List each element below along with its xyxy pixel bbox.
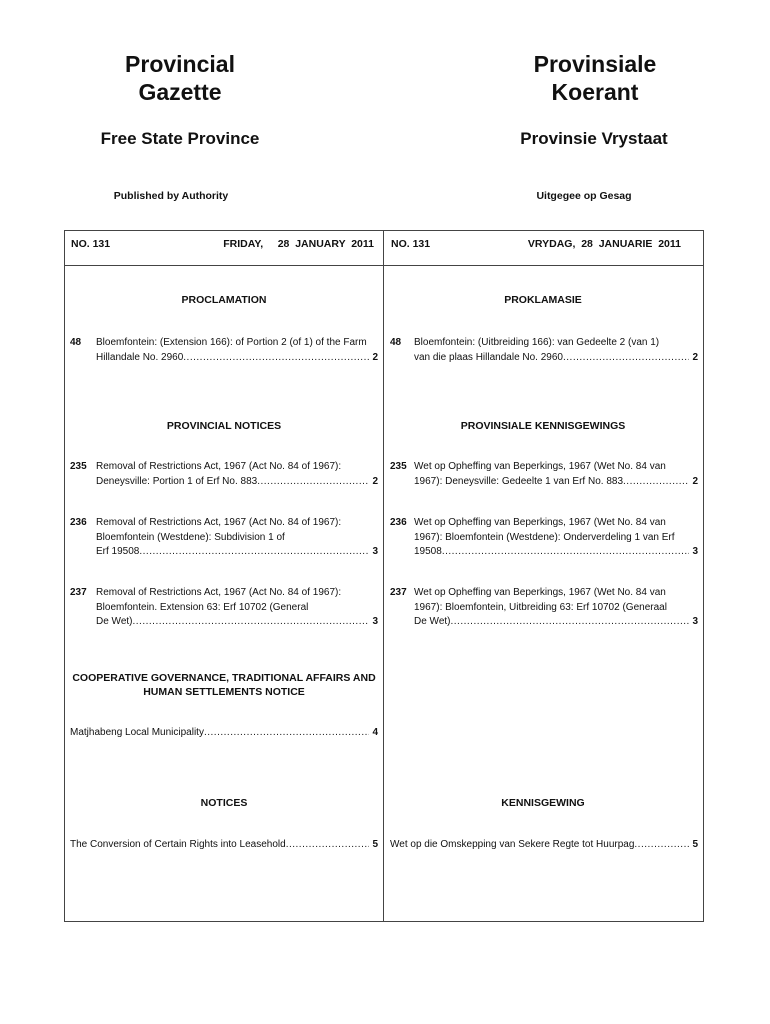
- entry-number: 235: [70, 461, 87, 472]
- entry-text: Hillandale No. 2960: [96, 351, 184, 363]
- gazette-title-afrikaans: [480, 50, 710, 106]
- entry-line: [96, 351, 378, 366]
- heading-line: HUMAN SETTLEMENTS NOTICE: [143, 686, 305, 698]
- toc-entry[interactable]: [414, 516, 698, 560]
- dot-leader: [634, 838, 689, 853]
- header-divider: [64, 265, 704, 266]
- dot-leader: [257, 475, 369, 490]
- entry-number: 235: [390, 461, 407, 472]
- dot-leader: [623, 475, 689, 490]
- entry-line: Wet op Opheffing van Beperkings, 1967 (Wet No. 84 van: [414, 587, 666, 598]
- entry-number: 48: [70, 337, 82, 348]
- province-subtitle-afrikaans: Provinsie Vrystaat: [520, 129, 668, 148]
- entry-line: Removal of Restrictions Act, 1967 (Act No. 84 of 1967):: [96, 517, 342, 528]
- toc-entry[interactable]: [414, 336, 698, 365]
- authority-english: Published by Authority: [113, 190, 229, 202]
- dot-leader: [183, 351, 369, 366]
- toc-entry[interactable]: [96, 586, 378, 630]
- toc-entry[interactable]: [390, 838, 698, 853]
- entry-text: Erf 19508: [96, 546, 140, 557]
- toc-entry[interactable]: [96, 460, 378, 489]
- entry-number: 237: [70, 587, 87, 598]
- gazette-title-english: [65, 50, 295, 106]
- issue-date-english: FRIDAY, 28 JANUARY 2011: [223, 238, 374, 250]
- entry-number: 236: [390, 517, 407, 528]
- toc-entry[interactable]: [70, 726, 378, 741]
- entry-line: [390, 838, 698, 853]
- entry-number: 48: [390, 337, 402, 348]
- toc-entry[interactable]: [414, 460, 698, 489]
- proclamation-heading: PROCLAMATION: [181, 294, 267, 306]
- entry-line: Bloemfontein (Westdene): Subdivision 1 of: [96, 531, 285, 543]
- entry-text: De Wet): [96, 616, 133, 627]
- entry-line: Bloemfontein: (Uitbreiding 166): van Gedeelte 2 (van 1): [414, 337, 660, 348]
- entry-line: 1967): Bloemfontein, Uitbreiding 63: Erf 10702 (Generaal: [414, 601, 667, 613]
- page-number: 3: [692, 616, 698, 627]
- entry-line: Wet op Opheffing van Beperkings, 1967 (Wet No. 84 van: [414, 517, 666, 528]
- entry-line: 1967): Bloemfontein (Westdene): Onderverdeling 1 van Erf: [414, 531, 675, 543]
- entry-text: van die plaas Hillandale No. 2960: [414, 351, 563, 363]
- entry-line: [414, 351, 698, 366]
- entry-line: Removal of Restrictions Act, 1967 (Act No. 84 of 1967):: [96, 461, 342, 472]
- entry-line: Wet op Opheffing van Beperkings, 1967 (Wet No. 84 van: [414, 461, 666, 472]
- dot-leader: [139, 545, 369, 560]
- entry-number: 236: [70, 517, 87, 528]
- page-number: 4: [372, 727, 378, 738]
- page-number: 2: [372, 351, 378, 363]
- entry-line: [414, 545, 698, 560]
- page-number: 2: [692, 475, 698, 487]
- provincial-notices-heading: PROVINCIAL NOTICES: [166, 420, 282, 432]
- entry-number: 237: [390, 587, 407, 598]
- entry-text: De Wet): [414, 616, 451, 627]
- page-number: 2: [372, 475, 378, 487]
- toc-entry[interactable]: [70, 838, 378, 853]
- proklamasie-heading: PROKLAMASIE: [504, 294, 582, 306]
- issue-date-afrikaans: VRYDAG, 28 JANUARIE 2011: [527, 238, 681, 250]
- page-number: 2: [692, 351, 698, 363]
- dot-leader: [286, 838, 370, 853]
- toc-entry[interactable]: [414, 586, 698, 630]
- dot-leader: [133, 615, 370, 630]
- entry-line: [70, 838, 378, 853]
- page-number: 3: [692, 546, 698, 557]
- kennisgewing-heading: KENNISGEWING: [501, 797, 585, 809]
- entry-line: [70, 726, 378, 741]
- entry-line: [414, 475, 698, 490]
- entry-text: The Conversion of Certain Rights into Leasehold: [70, 839, 286, 850]
- cooperative-governance-heading: [64, 671, 384, 699]
- page-number: 3: [372, 616, 378, 627]
- entry-text: 19508: [414, 546, 442, 557]
- title-line-2: Koerant: [551, 79, 639, 105]
- issue-number-english: NO. 131: [71, 238, 111, 250]
- entry-text: 1967): Deneysville: Gedeelte 1 van Erf No. 883: [414, 475, 624, 487]
- column-divider: [383, 230, 384, 922]
- toc-entry[interactable]: [96, 336, 378, 365]
- dot-leader: [204, 726, 369, 741]
- entry-line: [414, 615, 698, 630]
- entry-text: Wet op die Omskepping van Sekere Regte tot Huurpag: [390, 839, 635, 850]
- entry-line: [96, 615, 378, 630]
- entry-line: [96, 545, 378, 560]
- page-number: 5: [372, 839, 378, 850]
- notices-heading: NOTICES: [200, 797, 248, 809]
- contents-frame: [64, 230, 704, 922]
- dot-leader: [442, 545, 690, 560]
- heading-line: COOPERATIVE GOVERNANCE, TRADITIONAL AFFAIRS AND: [72, 672, 376, 684]
- title-line-1: Provinsiale: [533, 51, 657, 77]
- entry-line: Bloemfontein. Extension 63: Erf 10702 (General: [96, 601, 309, 613]
- entry-line: [96, 475, 378, 490]
- dot-leader: [563, 351, 689, 366]
- entry-line: Removal of Restrictions Act, 1967 (Act No. 84 of 1967):: [96, 587, 342, 598]
- title-line-2: Gazette: [138, 79, 222, 105]
- provinsiale-kennisgewings-heading: PROVINSIALE KENNISGEWINGS: [460, 420, 626, 432]
- page-number: 5: [692, 839, 698, 850]
- entry-line: Bloemfontein: (Extension 166): of Portion 2 (of 1) of the Farm: [96, 337, 367, 348]
- province-subtitle-english: Free State Province: [100, 129, 260, 148]
- title-line-1: Provincial: [125, 51, 235, 77]
- page-number: 3: [372, 546, 378, 557]
- entry-text: Matjhabeng Local Municipality: [70, 727, 204, 738]
- issue-number-afrikaans: NO. 131: [391, 238, 431, 250]
- entry-text: Deneysville: Portion 1 of Erf No. 883: [96, 475, 258, 487]
- toc-entry[interactable]: [96, 516, 378, 560]
- dot-leader: [451, 615, 690, 630]
- authority-afrikaans: Uitgegee op Gesag: [536, 190, 632, 202]
